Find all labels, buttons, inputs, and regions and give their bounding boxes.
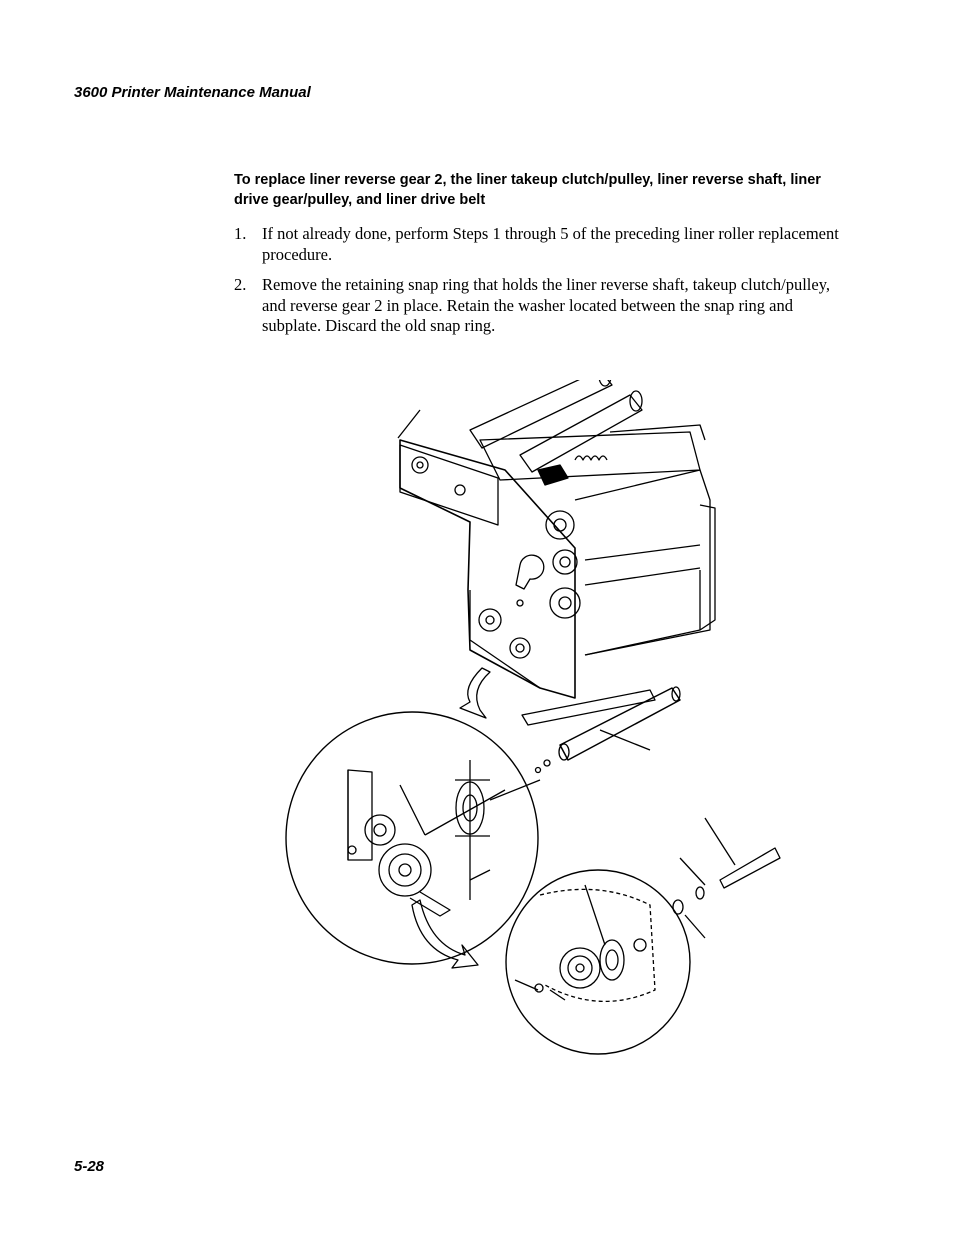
step-text: If not already done, perform Steps 1 through 5 of the preceding liner roller replacement procedure. [262, 224, 839, 264]
procedure-steps [234, 224, 844, 347]
detail-view-2 [506, 870, 690, 1054]
callout-arrow-upper [460, 668, 490, 718]
step-text: Remove the retaining snap ring that holds the liner reverse shaft, takeup clutch/pulley, and reverse gear 2 in place. Retain the washer located between the snap ring and subplate. Discard the old snap ring. [262, 275, 831, 335]
procedure-heading: To replace liner reverse gear 2, the liner takeup clutch/pulley, liner reverse shaft, liner drive gear/pulley, and liner drive belt [234, 172, 821, 208]
step-item [234, 224, 844, 265]
reverse-shaft-drawing [673, 818, 780, 938]
callout-arrow-lower [412, 900, 478, 968]
step-item [234, 275, 844, 337]
step-number: 1. [234, 224, 247, 243]
page-number: 5-28 [74, 1158, 105, 1175]
exploded-assembly-illustration [280, 380, 800, 1060]
liner-roller-drawing [522, 687, 680, 773]
detail-view-1 [286, 712, 540, 964]
step-number: 2. [234, 275, 247, 294]
printer-mechanism-drawing [398, 380, 715, 698]
running-head: 3600 Printer Maintenance Manual [74, 84, 311, 101]
